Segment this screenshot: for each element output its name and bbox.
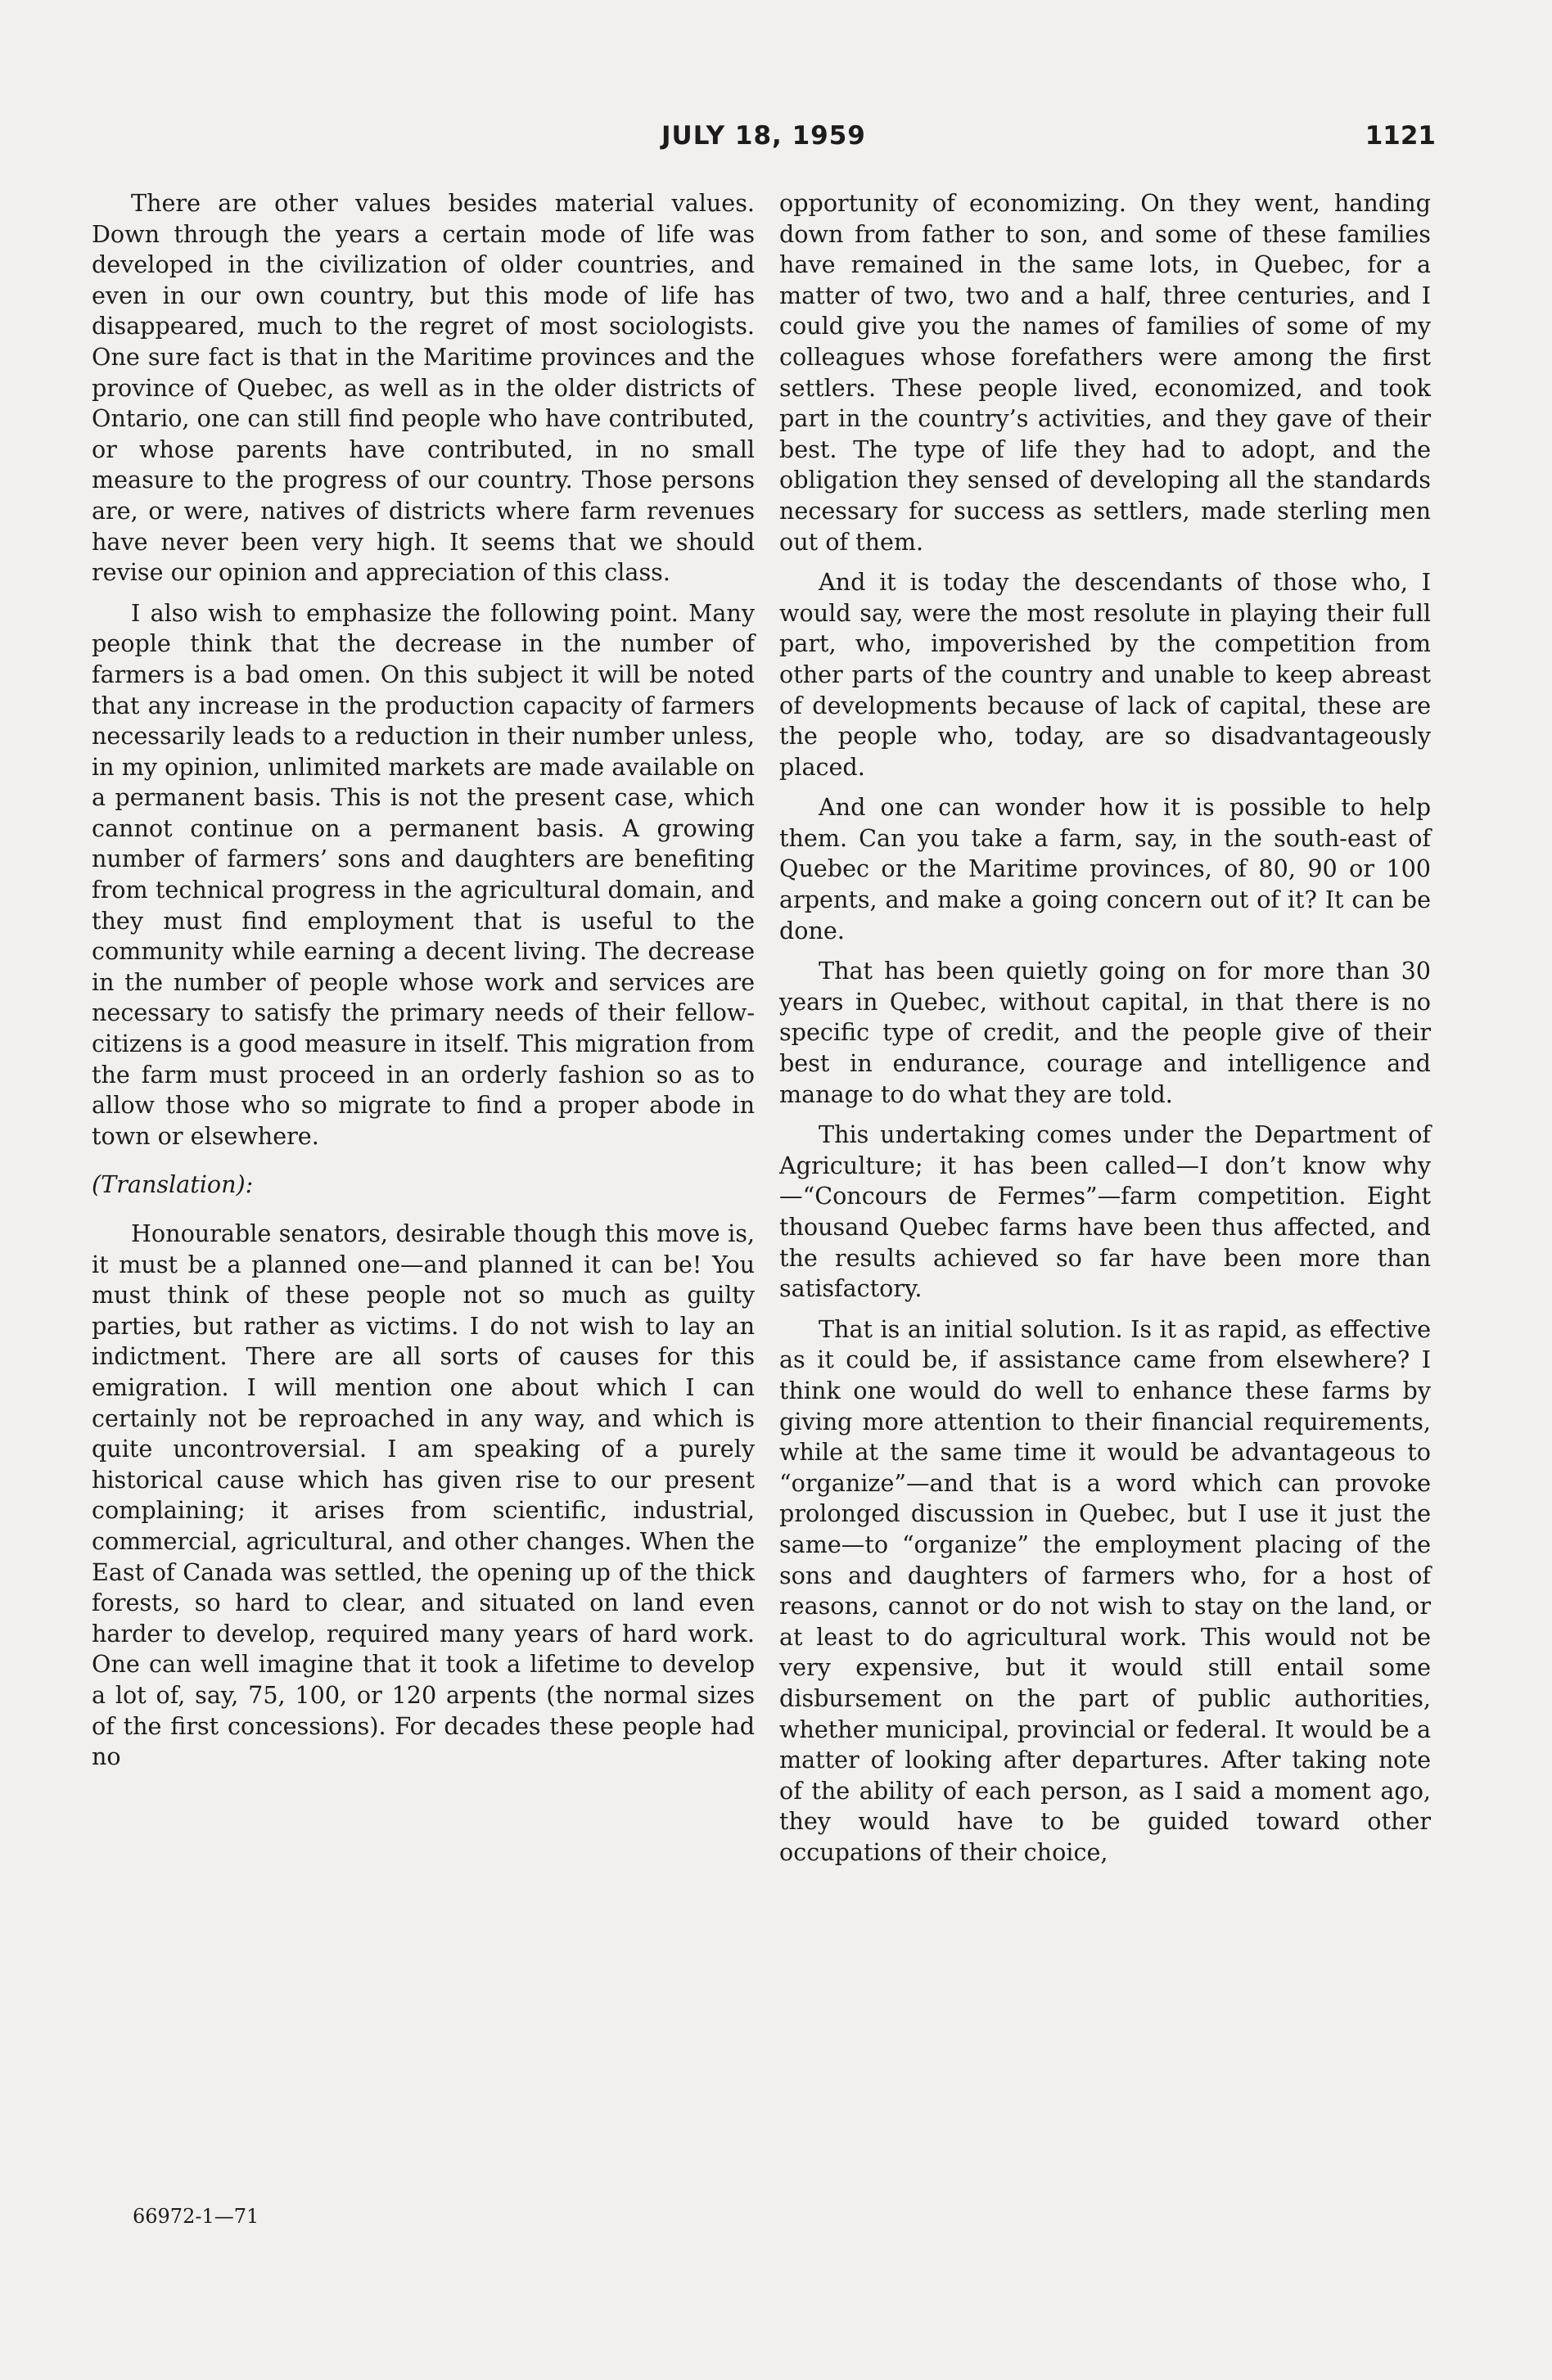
paragraph: There are other values besides material values. Down through the years a certain mode of life was developed in the civilization of older countries, and even in our own country, but this mode of life has disappeared, much to the regret of most sociologists. One sure fact is that in the Maritime provinces and the province of Quebec, as well as in the older districts of Ontario, one can still find people who have contributed, or whose parents have contributed, in no small measure to the progress of our country. Those persons are, or were, natives of districts where farm revenues have never been very high. It seems that we should revise our opinion and appreciation of this class. bbox=[92, 189, 755, 587]
paragraph: This undertaking comes under the Department of Agriculture; it has been called—I don’t know why—“Concours de Fermes”—farm competition. Eight thousand Quebec farms have been thus affected, and the results achieved so far have been more than satisfactory. bbox=[779, 1120, 1431, 1303]
paragraph: And it is today the descendants of those who, I would say, were the most resolute in playing their full part, who, impoverished by the competition from other parts of the country and unable to keep abreast of developments because of lack of capital, these are the people who, today, are so disadvantageously placed. bbox=[779, 568, 1431, 781]
paragraph: Honourable senators, desirable though this move is, it must be a planned one—and planned it can be! You must think of these people not so much as guilty parties, but rather as victims. I do not wish to lay an indictment. There are all sorts of causes for this emigration. I will mention one about which I can certainly not be reproached in any way, and which is quite uncontroversial. I am speaking of a purely historical cause which has given rise to our present complaining; it arises from scientific, industrial, commercial, agricultural, and other changes. When the East of Canada was settled, the opening up of the thick forests, so hard to clear, and situated on land even harder to develop, required many years of hard work. One can well imagine that it took a lifetime to develop a lot of, say, 75, 100, or 120 arpents (the normal sizes of the first concessions). For decades these people had no bbox=[92, 1219, 755, 1771]
translation-label: (Translation): bbox=[92, 1170, 254, 1199]
header-date: JULY 18, 1959 bbox=[661, 121, 866, 151]
paragraph: That has been quietly going on for more than 30 years in Quebec, without capital, in that there is no specific type of credit, and the people give of their best in endurance, courage and intelligence and manage to do what they are told. bbox=[779, 957, 1431, 1108]
footer-reference: 66972-1—71 bbox=[133, 2205, 259, 2228]
paragraph: That is an initial solution. Is it as rapid, as effective as it could be, if assistance came from elsewhere? I think one would do well to enhance these farms by giving more attention to their financial requirements, while at the same time it would be advantageous to “organize”—and that is a word which can provoke prolonged discussion in Quebec, but I use it just the same—to “organize” the employment placing of the sons and daughters of farmers who, for a host of reasons, cannot or do not wish to stay on the land, or at least to do agricultural work. This would not be very expensive, but it would still entail some disbursement on the part of public authorities, whether municipal, provincial or federal. It would be a matter of looking after departures. After taking note of the ability of each person, as I said a moment ago, they would have to be guided toward other occupations of their choice, bbox=[779, 1314, 1431, 1866]
left-column bbox=[92, 188, 755, 1783]
paragraph: opportunity of economizing. On they went, handing down from father to son, and some of these families have remained in the same lots, in Quebec, for a matter of two, two and a half, three centuries, and I could give you the names of families of some of my colleagues whose forefathers were among the first settlers. These people lived, economized, and took part in the country’s activities, and they gave of their best. The type of life they had to adopt, and the obligation they sensed of developing all the standards necessary for success as settlers, made sterling men out of them. bbox=[779, 189, 1431, 556]
right-column bbox=[779, 188, 1431, 1877]
paragraph: I also wish to emphasize the following point. Many people think that the decrease in the number of farmers is a bad omen. On this subject it will be noted that any increase in the production capacity of farmers necessarily leads to a reduction in their number unless, in my opinion, unlimited markets are made available on a permanent basis. This is not the present case, which cannot continue on a permanent basis. A growing number of farmers’ sons and daughters are benefiting from technical progress in the agricultural domain, and they must find employment that is useful to the community while earning a decent living. The decrease in the number of people whose work and services are necessary to satisfy the primary needs of their fellow-citizens is a good measure in itself. This migration from the farm must proceed in an orderly fashion so as to allow those who so migrate to find a proper abode in town or elsewhere. bbox=[92, 598, 755, 1150]
paragraph: And one can wonder how it is possible to help them. Can you take a farm, say, in the south-east of Quebec or the Maritime provinces, of 80, 90 or 100 arpents, and make a going concern out of it? It can be done. bbox=[779, 793, 1431, 944]
page-header bbox=[0, 121, 1552, 170]
page-number: 1121 bbox=[1365, 121, 1436, 151]
